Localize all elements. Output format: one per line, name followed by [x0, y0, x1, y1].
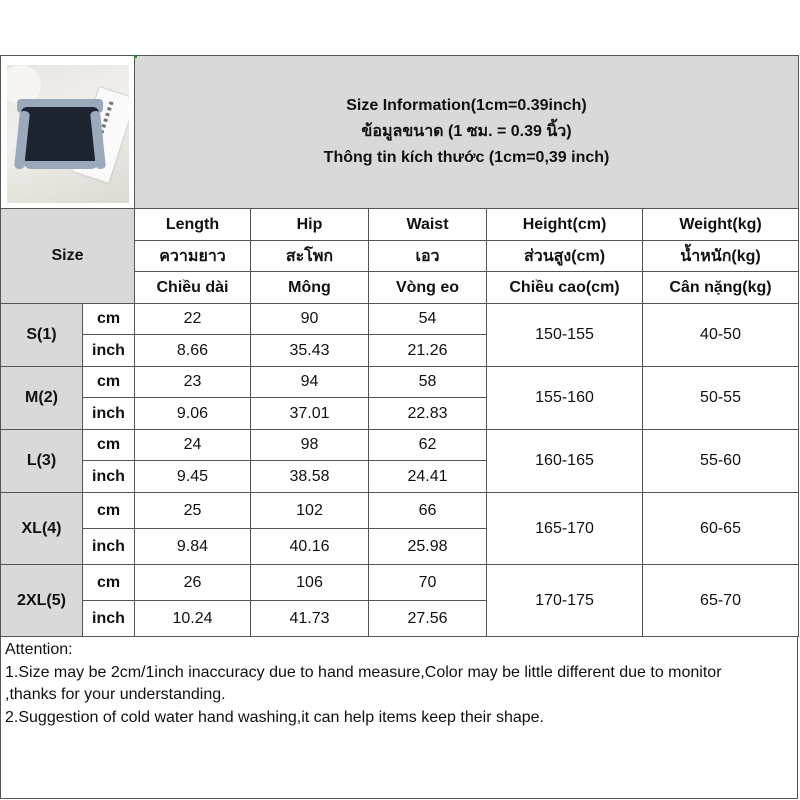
col-length-th: ความยาว [135, 241, 251, 272]
hip-value: 41.73 [251, 601, 369, 637]
waist-value: 62 [369, 430, 487, 461]
size-name: XL(4) [1, 493, 83, 565]
col-weight-vi: Cân nặng(kg) [643, 272, 799, 304]
weight-range: 50-55 [643, 367, 799, 430]
hip-value: 37.01 [251, 398, 369, 430]
unit-label: inch [83, 601, 135, 637]
product-photo [7, 65, 129, 203]
length-value: 10.24 [135, 601, 251, 637]
unit-label: inch [83, 398, 135, 430]
length-value: 26 [135, 565, 251, 601]
weight-range: 65-70 [643, 565, 799, 637]
col-hip-en: Hip [251, 209, 369, 241]
length-value: 9.45 [135, 461, 251, 493]
size-name: S(1) [1, 304, 83, 367]
height-range: 160-165 [487, 430, 643, 493]
waist-value: 66 [369, 493, 487, 529]
table-row [1, 304, 799, 335]
hip-value: 106 [251, 565, 369, 601]
length-value: 8.66 [135, 335, 251, 367]
table-row [1, 493, 799, 529]
unit-label: inch [83, 461, 135, 493]
waist-value: 70 [369, 565, 487, 601]
attention-line-1: 1.Size may be 2cm/1inch inaccuracy due to hand measure,Color may be little different due to monitor [5, 663, 722, 681]
attention-heading: Attention: [5, 641, 73, 658]
hip-value: 90 [251, 304, 369, 335]
col-hip-vi: Mông [251, 272, 369, 304]
col-height-en: Height(cm) [487, 209, 643, 241]
length-value: 9.84 [135, 529, 251, 565]
length-value: 25 [135, 493, 251, 529]
waist-value: 25.98 [369, 529, 487, 565]
attention-line-3: 2.Suggestion of cold water hand washing,it can help items keep their shape. [5, 708, 544, 726]
attention-line-2: ,thanks for your understanding. [5, 686, 226, 703]
height-range: 150-155 [487, 304, 643, 367]
unit-label: cm [83, 493, 135, 529]
length-value: 23 [135, 367, 251, 398]
col-height-vi: Chiều cao(cm) [487, 272, 643, 304]
col-waist-en: Waist [369, 209, 487, 241]
unit-label: cm [83, 565, 135, 601]
col-weight-th: น้ำหนัก(kg) [643, 241, 799, 272]
title-block [135, 56, 799, 209]
unit-label: cm [83, 304, 135, 335]
unit-label: inch [83, 529, 135, 565]
col-weight-en: Weight(kg) [643, 209, 799, 241]
table-row [1, 565, 799, 601]
waist-value: 21.26 [369, 335, 487, 367]
hip-value: 40.16 [251, 529, 369, 565]
title-vietnamese: Thông tin kích thước (1cm=0,39 inch) [323, 149, 610, 166]
length-value: 24 [135, 430, 251, 461]
length-value: 22 [135, 304, 251, 335]
height-range: 170-175 [487, 565, 643, 637]
corner-mark [134, 55, 137, 58]
size-chart-table [0, 55, 799, 637]
hip-value: 38.58 [251, 461, 369, 493]
title-english: Size Information(1cm=0.39inch) [346, 97, 587, 114]
waist-value: 54 [369, 304, 487, 335]
waist-value: 24.41 [369, 461, 487, 493]
product-photo-cell [1, 56, 135, 209]
col-length-vi: Chiều dài [135, 272, 251, 304]
unit-label: inch [83, 335, 135, 367]
hip-value: 35.43 [251, 335, 369, 367]
size-chart-frame [0, 55, 800, 800]
waist-value: 27.56 [369, 601, 487, 637]
weight-range: 60-65 [643, 493, 799, 565]
length-value: 9.06 [135, 398, 251, 430]
height-range: 165-170 [487, 493, 643, 565]
size-name: 2XL(5) [1, 565, 83, 637]
waist-value: 58 [369, 367, 487, 398]
attention-notes [0, 637, 798, 799]
size-name: L(3) [1, 430, 83, 493]
col-waist-vi: Vòng eo [369, 272, 487, 304]
hip-value: 102 [251, 493, 369, 529]
waist-value: 22.83 [369, 398, 487, 430]
size-header: Size [1, 209, 135, 304]
col-length-en: Length [135, 209, 251, 241]
weight-range: 40-50 [643, 304, 799, 367]
title-thai: ข้อมูลขนาด (1 ซม. = 0.39 นิ้ว) [361, 123, 572, 140]
height-range: 155-160 [487, 367, 643, 430]
table-row [1, 430, 799, 461]
table-row [1, 367, 799, 398]
weight-range: 55-60 [643, 430, 799, 493]
size-name: M(2) [1, 367, 83, 430]
unit-label: cm [83, 367, 135, 398]
hip-value: 94 [251, 367, 369, 398]
unit-label: cm [83, 430, 135, 461]
hip-value: 98 [251, 430, 369, 461]
col-hip-th: สะโพก [251, 241, 369, 272]
col-waist-th: เอว [369, 241, 487, 272]
col-height-th: ส่วนสูง(cm) [487, 241, 643, 272]
